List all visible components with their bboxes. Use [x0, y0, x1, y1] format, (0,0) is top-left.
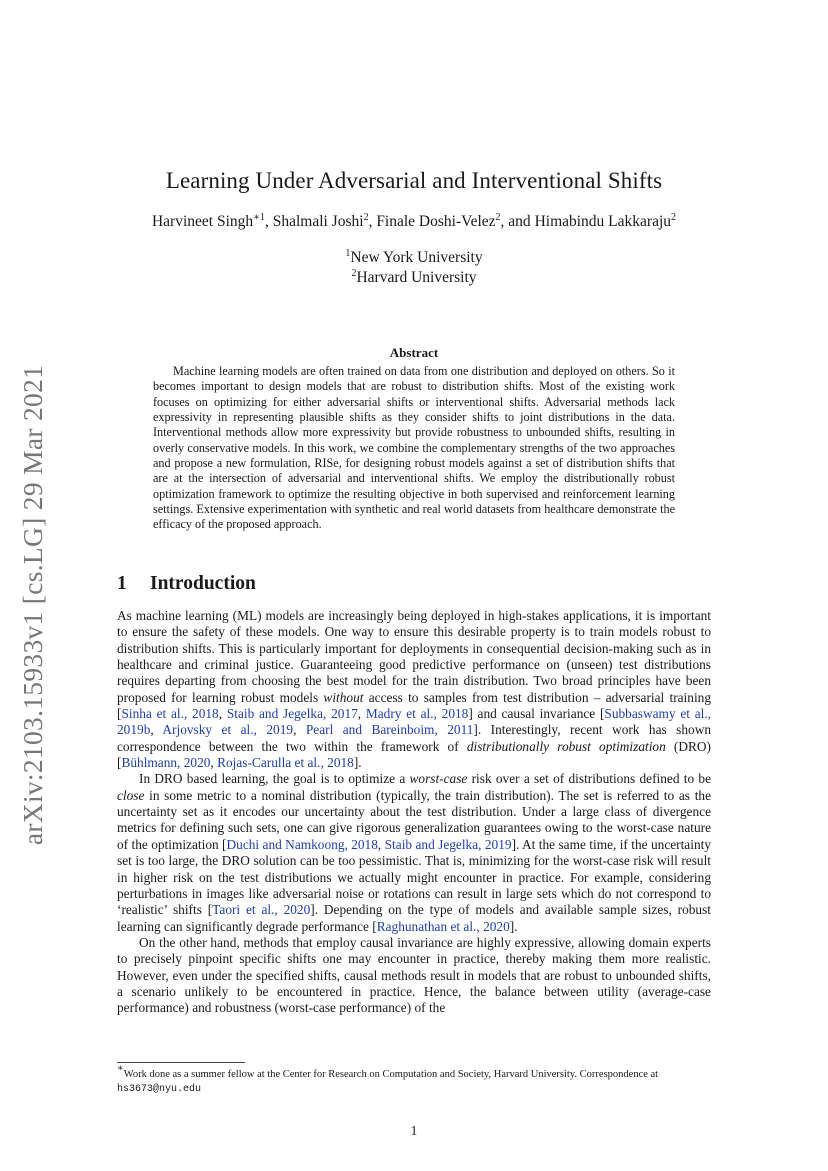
citation-link[interactable]: Sinha et al., 2018 [121, 706, 219, 722]
text-run: (DRO) [ [117, 738, 711, 771]
page-number: 1 [410, 1123, 418, 1138]
citation-link[interactable]: Taori et al., 2020 [212, 902, 311, 918]
paper-title: Learning Under Adversarial and Interventional Shifts [165, 168, 663, 193]
text-run: ]. Depending on the type of models and available sample sizes, robust learning can significantly degrade performance [ [117, 902, 711, 934]
text-run: access to samples from test distribution – adversarial training [ [117, 689, 711, 722]
citation-link[interactable]: Rojas-Carulla et al., 2018 [217, 755, 354, 771]
author: Finale Doshi-Velez$^2$ [376, 212, 501, 230]
text-run: , [357, 706, 366, 722]
citation-link[interactable]: Raghunathan et al., 2020 [376, 918, 510, 934]
citation-link[interactable]: Staib and Jegelka, 2019 [384, 836, 512, 852]
paragraph [117, 935, 711, 1017]
affiliation: $^2$Harvard University [351, 268, 477, 286]
email-link[interactable]: hs3673@nyu.edu [117, 1084, 202, 1095]
author-list: Harvineet Singh$^{∗1}$, Shalmali Joshi$^2$, Finale Doshi-Velez$^2$, and Himabindu Lakkaraju$^2$ [151, 212, 677, 230]
text-run: ]. [509, 918, 518, 934]
footnote-rule [117, 1062, 245, 1063]
author: Shalmali Joshi$^2$ [272, 212, 369, 230]
text-run: In DRO based learning, the goal is to optimize a [139, 771, 410, 787]
body-text [117, 608, 711, 1017]
text-run: , [210, 755, 218, 771]
citation-link[interactable]: Duchi and Namkoong, 2018 [226, 836, 378, 852]
text-run: , [377, 836, 385, 852]
citation-link[interactable]: Madry et al., 2018 [365, 706, 469, 722]
paragraph [117, 771, 711, 934]
citation-link[interactable]: Bühlmann, 2020 [121, 755, 211, 771]
footnote: ∗Work done as a summer fellow at the Center for Research on Computation and Society, Harvard University. Correspondence at hs3673@nyu.edu [117, 1063, 659, 1095]
emphasis: worst-case [409, 771, 468, 787]
abstract-heading: Abstract [389, 345, 439, 360]
text-run: risk over a set of distributions defined to be [467, 771, 711, 787]
author: Himabindu Lakkaraju$^2$ [534, 212, 677, 230]
citation-link[interactable]: Subbaswamy et al., 2019b [117, 706, 711, 738]
emphasis: without [323, 689, 364, 705]
text-run: ]. At the same time, if the uncertainty set is too large, the DRO solution can be too pessimistic. That is, minimizing for the worst-case risk will result in higher risk on the test distributions we actually might encounter in practice. For example, considering perturbations in images like adversarial noise or rotations can result in large sets which do not correspond to ‘realistic’ shifts [ [117, 836, 711, 918]
text-run: On the other hand, methods that employ causal invariance are highly expressive, allowing domain experts to precisely pinpoint specific shifts one may encounter in practice, thereby making them more realistic. However, even under the specified shifts, causal methods result in models that are robust to unbounded shifts, a scenario unlikely to be encountered in practice. Hence, the balance between utility (average-case performance) and robustness (worst-case performance) of the [117, 934, 711, 1016]
text-run: ]. Interestingly, recent work has shown correspondence between the two within the framework of [117, 722, 712, 754]
text-run: , [150, 722, 163, 738]
citation-link[interactable]: Pearl and Bareinboim, 2011 [305, 722, 474, 738]
author: Harvineet Singh$^{∗1}$ [151, 212, 265, 230]
affiliation: $^1$New York University [345, 248, 483, 266]
emphasis: distributionally robust optimization [466, 738, 666, 754]
paragraph [117, 608, 711, 771]
text-run: ]. [353, 755, 362, 771]
text-run: ] and causal invariance [ [468, 706, 605, 722]
citation-link[interactable]: Staib and Jegelka, 2017 [226, 706, 358, 722]
emphasis: close [117, 787, 145, 803]
text-run: , [218, 706, 227, 722]
abstract-text: Machine learning models are often trained on data from one distribution and deployed on others. So it becomes important to design models that are robust to distribution shifts. Most of the existing work focuses on optimizing for either adversarial shifts or interventional shifts. Adversarial methods lack expressivity in representing plausible shifts as they consider shifts to joint distributions in the data. Interventional methods allow more expressivity but provide robustness to unbounded shifts, resulting in overly conservative models. In this work, we combine the complementary strengths of the two approaches and propose a new formulation, RISe, for designing robust models against a set of distribution shifts that are at the intersection of adversarial and interventional shifts. We employ the distributionally robust optimization framework to optimize the resulting objective in both supervised and reinforcement learning settings. Extensive experimentation with synthetic and real world datasets from healthcare demonstrate the efficacy of the proposed approach. [153, 364, 675, 532]
text-run: in some metric to a nominal distribution (typically, the train distribution). The set is referred to as the uncertainty set as it encodes our uncertainty about the test distribution. Under a large class of divergence metrics for defining such sets, one can give rigorous generalization guarantees owing to the worst-case nature of the optimization [ [117, 787, 711, 852]
text-run: As machine learning (ML) models are increasingly being deployed in high-stakes applications, it is important to ensure the safety of these models. One way to ensure this desirable property is to train models robust to distribution shifts. This is particularly important for deployments in consequential decision-making such as in healthcare and criminal justice. Guaranteeing good predictive performance on (unseen) test distributions requires departing from choosing the best model for the train distribution. Two broad principles have been proposed for learning robust models [117, 608, 711, 705]
section-heading: 1 Introduction [117, 573, 256, 594]
arxiv-identifier: arXiv:2103.15933v1 [cs.LG] 29 Mar 2021 [17, 364, 48, 846]
text-run: , [293, 722, 306, 738]
citation-link[interactable]: Arjovsky et al., 2019 [162, 722, 294, 738]
